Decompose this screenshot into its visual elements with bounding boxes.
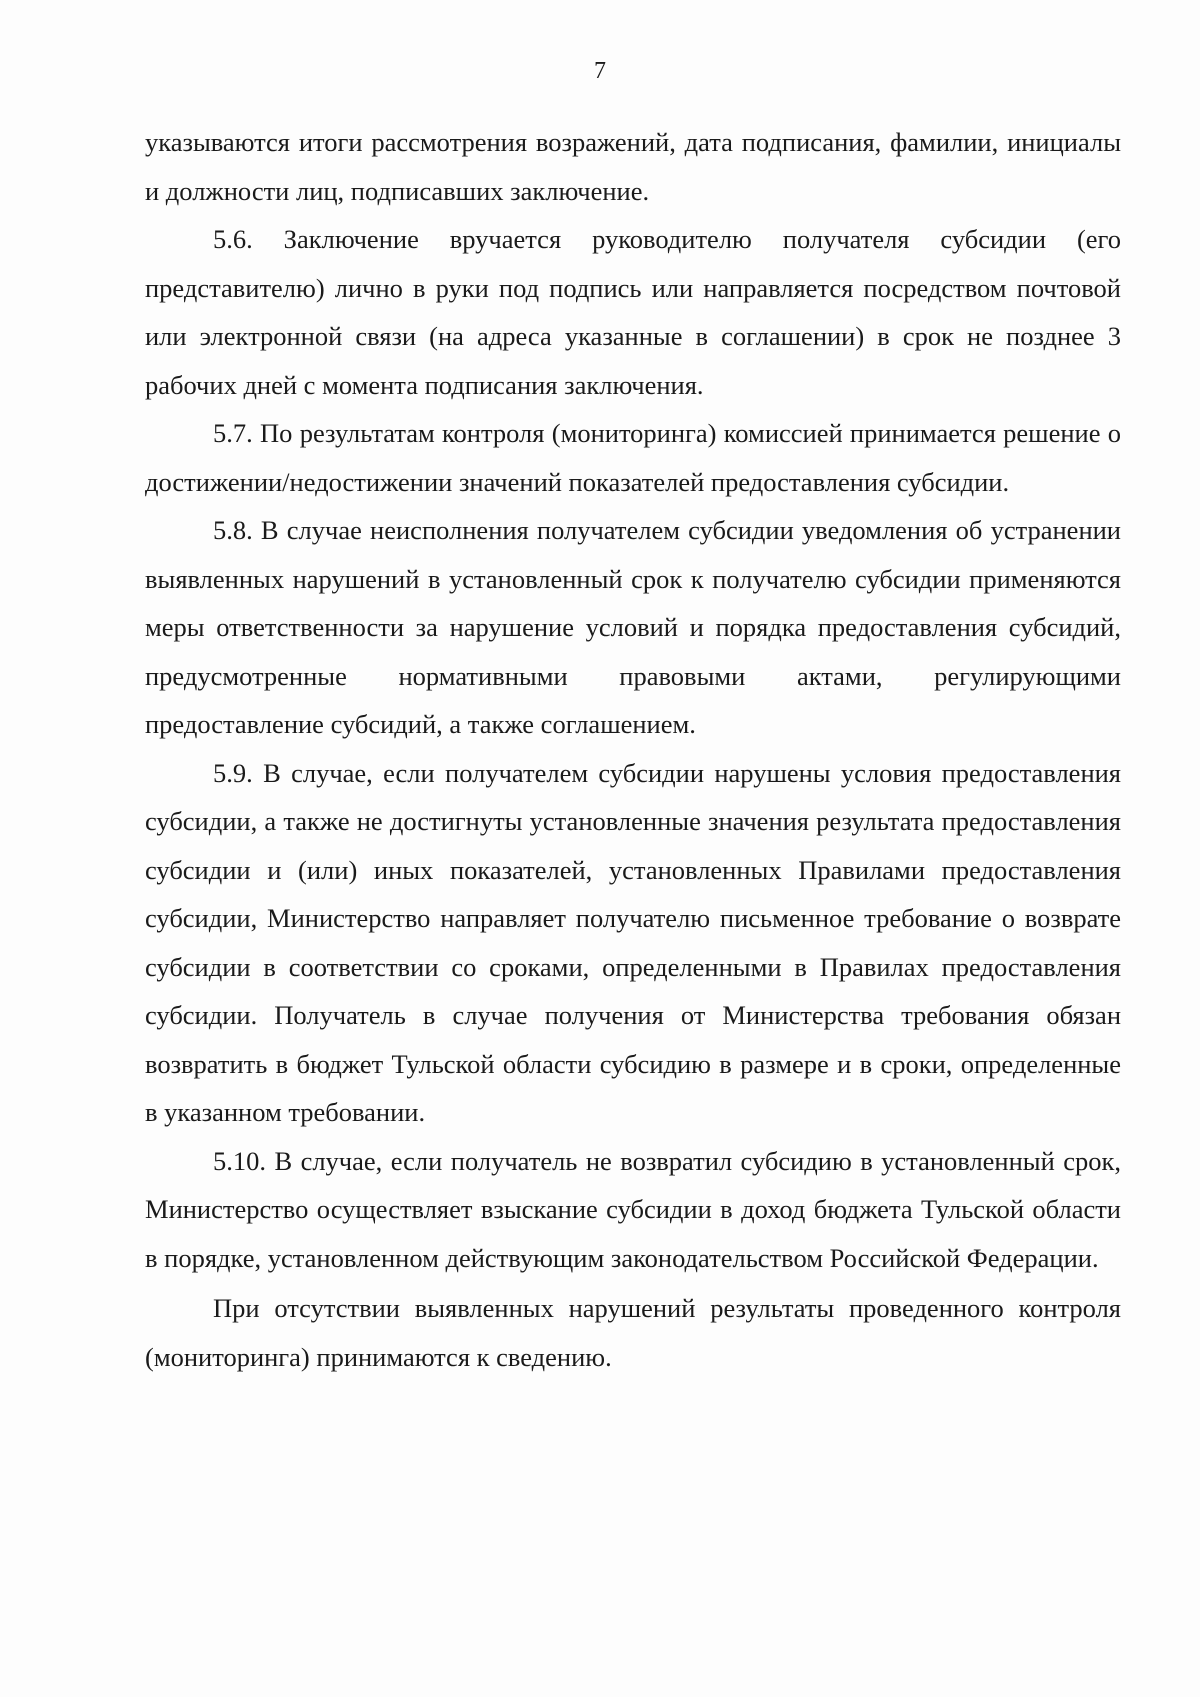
paragraph-closing: При отсутствии выявленных нарушений результаты проведенного контроля (мониторинга) принимаются к сведению. <box>145 1293 1121 1372</box>
paragraph-5-6: 5.6. Заключение вручается руководителю получателя субсидии (его представителю) лично в руки под подпись или направляется посредством почтовой или электронной связи (на адреса указанные в соглашении) в срок не позднее 3 рабочих дней с момента подписания заключения. <box>145 224 1121 400</box>
page-number: 7 <box>594 58 606 84</box>
paragraph-5-7: 5.7. По результатам контроля (мониторинга) комиссией принимается решение о достижении/недостижении значений показателей предоставления субсидии. <box>145 418 1121 497</box>
paragraph-continuation: указываются итоги рассмотрения возражений, дата подписания, фамилии, инициалы и должности лиц, подписавших заключение. <box>145 127 1121 206</box>
document-body <box>145 118 1121 1381</box>
paragraph-5-10: 5.10. В случае, если получатель не возвратил субсидию в установленный срок, Министерство осуществляет взыскание субсидии в доход бюджета Тульской области в порядке, установленном действующим законодательством Российской Федерации. <box>145 1145 1121 1273</box>
paragraph-5-8: 5.8. В случае неисполнения получателем субсидии уведомления об устранении выявленных нарушений в установленный срок к получателю субсидии применяются меры ответственности за нарушение условий и порядка предоставления субсидий, предусмотренные нормативными правовыми актами, регулирующими предоставление субсидий, а также соглашением. <box>145 515 1121 739</box>
paragraph-5-9: 5.9. В случае, если получателем субсидии нарушены условия предоставления субсидии, а также не достигнуты установленные значения результата предоставления субсидии и (или) иных показателей, установленных Правилами предоставления субсидии, Министерство направляет получателю письменное требование о возврате субсидии в соответствии со сроками, определенными в Правилах предоставления субсидии. Получатель в случае получения от Министерства требования обязан возвратить в бюджет Тульской области субсидию в размере и в сроки, определенные в указанном требовании. <box>145 757 1121 1127</box>
